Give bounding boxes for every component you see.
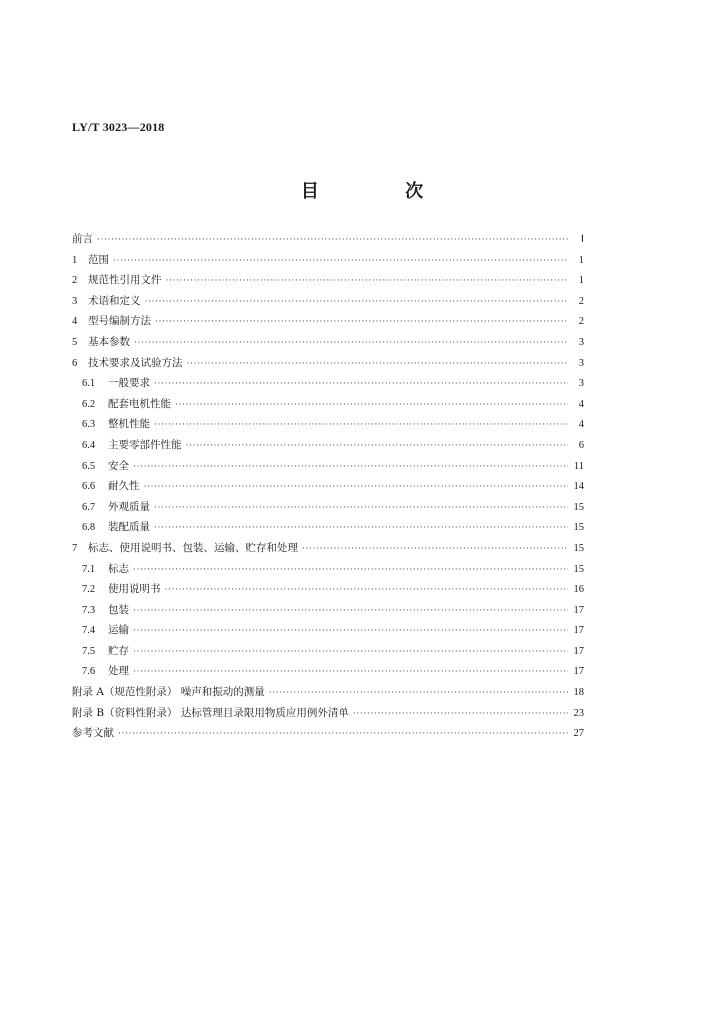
- toc-entry-label: 装配质量: [108, 521, 150, 534]
- dot-leader: [302, 538, 568, 559]
- toc-entry-page: 15: [573, 563, 584, 575]
- toc-entry-bibliography[interactable]: [72, 723, 584, 744]
- toc-entry-label: 处理: [108, 665, 129, 678]
- toc-entry-number: 6.2: [82, 398, 96, 410]
- dot-leader: [133, 559, 568, 580]
- dot-leader: [134, 332, 568, 353]
- toc-entry-page: 16: [573, 584, 584, 596]
- toc-entry-page: 15: [573, 501, 584, 513]
- toc-entry-3[interactable]: [72, 291, 584, 312]
- toc-entry-label: 参考文献: [72, 727, 114, 740]
- toc-entry-label: 标志、使用说明书、包装、运输、贮存和处理: [88, 541, 298, 554]
- dot-leader: [133, 456, 568, 477]
- toc-entry-6-5[interactable]: [72, 456, 584, 477]
- document-code: LY/T 3023—2018: [72, 120, 165, 134]
- toc-entry-page: 17: [573, 625, 584, 637]
- toc-entry-label: 安全: [108, 459, 129, 472]
- toc-entry-page: 4: [578, 398, 584, 410]
- toc-entry-7-6[interactable]: [72, 661, 584, 682]
- toc-entry-page: 2: [578, 295, 584, 307]
- toc-entry-6-8[interactable]: [72, 517, 584, 538]
- toc-entry-page: Ⅰ: [580, 234, 584, 245]
- dot-leader: [186, 435, 569, 456]
- toc-entry-label: 外观质量: [108, 500, 150, 513]
- toc-entry-number: 6: [72, 357, 78, 369]
- toc-entry-page: 1: [578, 275, 584, 287]
- toc-entry-number: 7.1: [82, 563, 96, 575]
- page-title: 目 次: [300, 181, 464, 202]
- toc-entry-label: 基本参数: [88, 335, 130, 348]
- toc-entry-page: 6: [578, 439, 584, 451]
- toc-entry-4[interactable]: [72, 311, 584, 332]
- toc-entry-label: 附录 A（规范性附录） 噪声和振动的测量: [72, 686, 265, 699]
- toc-entry-label: 配套电机性能: [108, 397, 171, 410]
- toc-entry-annex-a[interactable]: [72, 682, 584, 703]
- toc-entry-number: 6.4: [82, 439, 96, 451]
- dot-leader: [353, 703, 568, 724]
- toc-entry-6-1[interactable]: [72, 373, 584, 394]
- dot-leader: [154, 497, 568, 518]
- toc-entry-number: 6.7: [82, 501, 96, 513]
- toc-entry-number: 3: [72, 295, 78, 307]
- toc-entry-label: 使用说明书: [108, 583, 161, 596]
- dot-leader: [175, 394, 568, 415]
- dot-leader: [133, 600, 568, 621]
- toc-entry-page: 18: [573, 687, 584, 699]
- toc-entry-6-6[interactable]: [72, 476, 584, 497]
- toc-entry-6-2[interactable]: [72, 394, 584, 415]
- toc-entry-label: 规范性引用文件: [88, 274, 162, 287]
- toc-entry-number: 7.4: [82, 625, 96, 637]
- toc-entry-label: 整机性能: [108, 418, 150, 431]
- dot-leader: [154, 373, 568, 394]
- toc-entry-label: 耐久性: [108, 480, 140, 493]
- toc-entry-page: 17: [573, 666, 584, 678]
- toc-entry-foreword[interactable]: [72, 229, 584, 250]
- toc-entry-7-1[interactable]: [72, 559, 584, 580]
- dot-leader: [165, 579, 569, 600]
- toc-entry-page: 17: [573, 604, 584, 616]
- toc-entry-6[interactable]: [72, 353, 584, 374]
- table-of-contents: [72, 229, 584, 744]
- toc-entry-label: 包装: [108, 603, 129, 616]
- toc-entry-number: 6.1: [82, 378, 96, 390]
- dot-leader: [133, 641, 568, 662]
- toc-entry-page: 3: [578, 378, 584, 390]
- toc-entry-number: 4: [72, 316, 78, 328]
- dot-leader: [269, 682, 568, 703]
- toc-entry-label: 贮存: [108, 644, 129, 657]
- toc-entry-annex-b[interactable]: [72, 703, 584, 724]
- dot-leader: [155, 311, 568, 332]
- dot-leader: [154, 414, 568, 435]
- toc-entry-number: 5: [72, 336, 78, 348]
- dot-leader: [154, 517, 568, 538]
- toc-entry-page: 11: [573, 460, 584, 472]
- toc-entry-page: 15: [573, 542, 584, 554]
- toc-entry-7-3[interactable]: [72, 600, 584, 621]
- dot-leader: [118, 723, 568, 744]
- toc-entry-label: 运输: [108, 624, 129, 637]
- toc-entry-6-7[interactable]: [72, 497, 584, 518]
- toc-entry-page: 2: [578, 316, 584, 328]
- dot-leader: [133, 620, 568, 641]
- toc-entry-label: 一般要求: [108, 377, 150, 390]
- toc-entry-page: 23: [573, 707, 584, 719]
- toc-entry-number: 7: [72, 542, 78, 554]
- toc-entry-number: 1: [72, 254, 78, 266]
- toc-entry-number: 7.6: [82, 666, 96, 678]
- toc-entry-label: 主要零部件性能: [108, 438, 182, 451]
- toc-entry-page: 14: [573, 481, 584, 493]
- dot-leader: [113, 250, 568, 271]
- dot-leader: [144, 476, 569, 497]
- toc-entry-label: 术语和定义: [88, 294, 141, 307]
- toc-entry-label: 技术要求及试验方法: [88, 356, 183, 369]
- toc-entry-1[interactable]: [72, 250, 584, 271]
- toc-entry-page: 17: [573, 645, 584, 657]
- toc-entry-number: 7.5: [82, 645, 96, 657]
- toc-entry-number: 6.8: [82, 522, 96, 534]
- toc-entry-7-5[interactable]: [72, 641, 584, 662]
- toc-entry-page: 1: [578, 254, 584, 266]
- dot-leader: [133, 661, 568, 682]
- toc-entry-number: 7.3: [82, 604, 96, 616]
- toc-entry-number: 6.6: [82, 481, 96, 493]
- toc-entry-7[interactable]: [72, 538, 584, 559]
- toc-entry-page: 3: [578, 357, 584, 369]
- toc-entry-number: 7.2: [82, 584, 96, 596]
- toc-entry-6-4[interactable]: [72, 435, 584, 456]
- toc-entry-7-4[interactable]: [72, 620, 584, 641]
- toc-entry-number: 6.5: [82, 460, 96, 472]
- toc-entry-page: 4: [578, 419, 584, 431]
- toc-entry-label: 标志: [108, 562, 129, 575]
- dot-leader: [97, 229, 568, 250]
- toc-entry-page: 3: [578, 336, 584, 348]
- dot-leader: [145, 291, 569, 312]
- toc-entry-label: 附录 B（资料性附录） 达标管理目录限用物质应用例外清单: [72, 706, 349, 719]
- toc-entry-label: 型号编制方法: [88, 315, 151, 328]
- toc-entry-page: 15: [573, 522, 584, 534]
- toc-entry-7-2[interactable]: [72, 579, 584, 600]
- toc-entry-page: 27: [573, 728, 584, 740]
- toc-entry-label: 范围: [88, 253, 109, 266]
- toc-entry-number: 2: [72, 275, 78, 287]
- toc-entry-5[interactable]: [72, 332, 584, 353]
- toc-entry-label: 前言: [72, 233, 93, 245]
- toc-entry-2[interactable]: [72, 270, 584, 291]
- toc-entry-6-3[interactable]: [72, 414, 584, 435]
- dot-leader: [166, 270, 569, 291]
- toc-entry-number: 6.3: [82, 419, 96, 431]
- dot-leader: [187, 353, 569, 374]
